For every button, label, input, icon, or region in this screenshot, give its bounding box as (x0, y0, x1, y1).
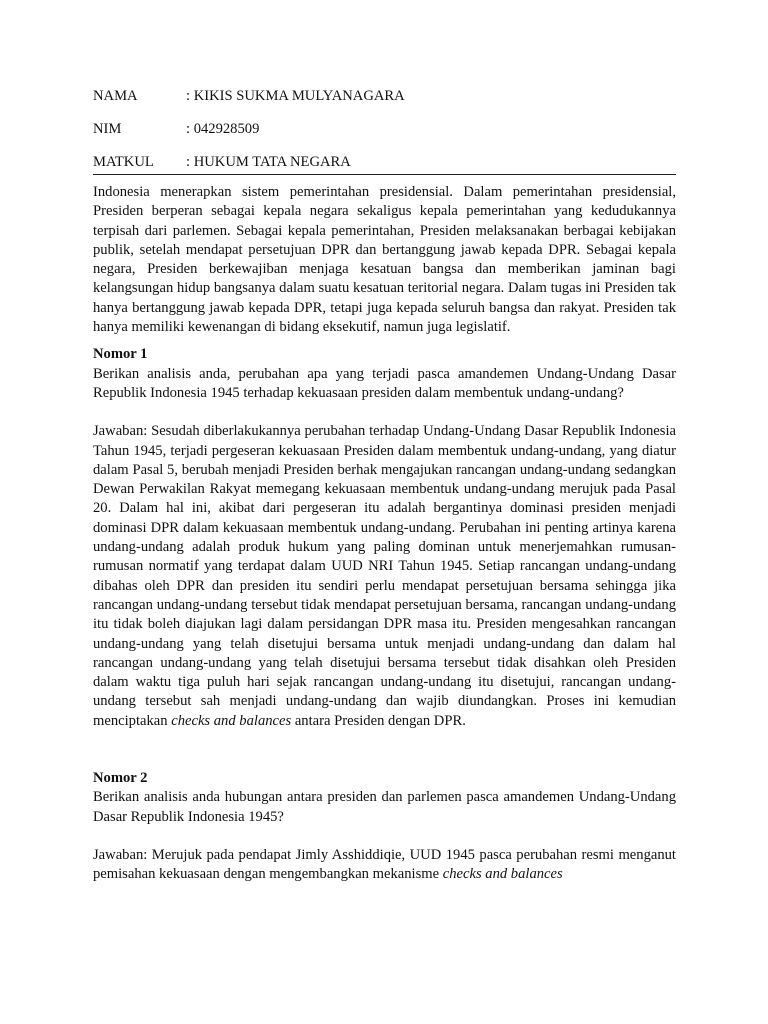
intro-paragraph: Indonesia menerapkan sistem pemerintahan presidensial. Dalam pemerintahan presidensial, Presiden berperan sebagai kepala negara sekaligus kepala pemerintahan yang kedudukannya terpisah dari parlemen. Sebagai kepala pemerintahan, Presiden melaksanakan berbagai kebijakan publik, setelah mendapat persetujuan DPR dan bertanggung jawab kepada DPR. Sebagai kepala negara, Presiden berkewajiban menjaga kesatuan bangsa dan memberikan jaminan bagi kelangsungan hidup bangsanya dalam suatu kesatuan teritorial negara. Dalam tugas ini Presiden tak hanya bertanggung jawab kepada DPR, tetapi juga kepada seluruh bangsa dan rakyat. Presiden tak hanya memiliki kewenangan di bidang eksekutif, namun juga legislatif. (93, 184, 676, 336)
nim-row (93, 121, 676, 138)
nama-label: NAMA (93, 88, 138, 104)
question-2-heading: Nomor 2 (93, 770, 148, 787)
answer-2-paragraph (93, 846, 676, 885)
answer-1-text: Jawaban: Sesudah diberlakukannya perubahan terhadap Undang-Undang Dasar Republik Indonesia Tahun 1945, terjadi pergeseran kekuasaan Presiden dalam membentuk undang-undang, yang diatur dalam Pasal 5, berubah menjadi Presiden berhak mengajukan rancangan undang-undang sedangkan Dewan Perwakilan Rakyat memegang kekuasaan membentuk undang-undang merujuk pada Pasal 20. Dalam hal ini, akibat dari pergeseran itu adalah bergantinya dominasi presiden menjadi dominasi DPR dalam kekuasaan membentuk undang-undang. Perubahan ini penting artinya karena undang-undang adalah produk hukum yang paling dominan untuk menerjemahkan rumusan-rumusan normatif yang terdapat dalam UUD NRI Tahun 1945. Setiap rancangan undang-undang dibahas oleh DPR dan presiden itu sendiri perlu mendapat persetujuan bersama sehingga jika rancangan undang-undang tersebut tidak mendapat persetujuan bersama, rancangan undang-undang itu tidak boleh diajukan lagi dalam persidangan DPR masa itu. Presiden mengesahkan rancangan undang-undang yang telah disetujui bersama untuk menjadi undang-undang dan dalam hal rancangan undang-undang yang telah disetujui bersama tersebut tidak disahkan oleh Presiden dalam waktu tiga puluh hari sejak rancangan undang-undang itu disetujui, rancangan undang-undang tersebut sah menjadi undang-undang dan wajib diundangkan. Proses ini kemudian menciptakan (93, 423, 676, 729)
answer-2-text: Jawaban: Merujuk pada pendapat Jimly Asshiddiqie, UUD 1945 pasca perubahan resmi menganut pemisahan kekuasaan dengan mengembangkan mekanisme (93, 846, 676, 883)
answer-1-italic: checks and balances (171, 712, 292, 729)
answer-1-paragraph (93, 422, 676, 731)
header-divider (93, 174, 676, 175)
matkul-row (93, 154, 676, 171)
matkul-value: : HUKUM TATA NEGARA (186, 154, 351, 170)
answer-2-italic: checks and balances (442, 866, 563, 883)
question-1-heading: Nomor 1 (93, 346, 148, 363)
nim-value: : 042928509 (186, 121, 260, 137)
question-1-text: Berikan analisis anda, perubahan apa yang terjadi pasca amandemen Undang-Undang Dasar Republik Indonesia 1945 terhadap kekuasaan presiden dalam membentuk undang-undang? (93, 365, 676, 401)
nama-row (93, 88, 676, 105)
nama-value: : KIKIS SUKMA MULYANAGARA (186, 88, 405, 104)
nim-label: NIM (93, 121, 122, 137)
answer-1-end: antara Presiden dengan DPR. (291, 712, 466, 729)
question-2-text: Berikan analisis anda hubungan antara presiden dan parlemen pasca amandemen Undang-Undang Dasar Republik Indonesia 1945? (93, 789, 676, 825)
matkul-label: MATKUL (93, 154, 154, 170)
